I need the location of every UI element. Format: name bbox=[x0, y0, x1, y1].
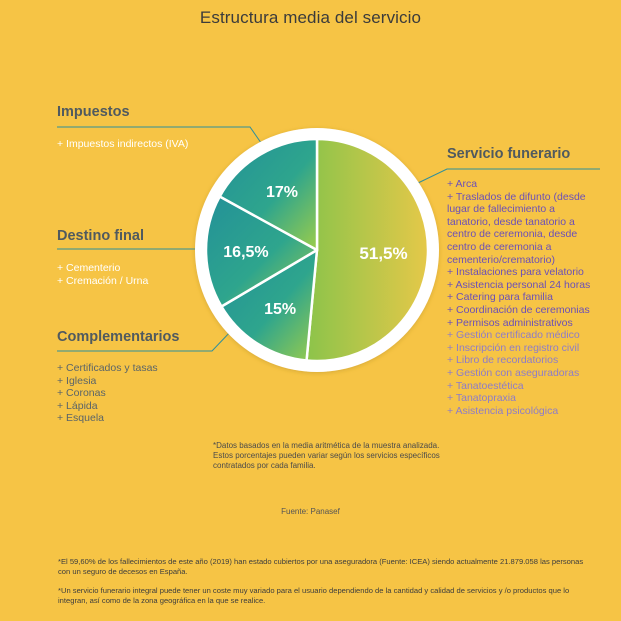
data-note: *Datos basados en la media aritmética de la muestra analizada. Estos porcentajes pueden variar según los servicios específicos contratados por cada familia. bbox=[213, 441, 440, 471]
section-title-destino-final: Destino final bbox=[57, 228, 145, 244]
list-item: + Catering para familia bbox=[447, 291, 553, 304]
list-item: + Gestión certificado médico bbox=[447, 329, 580, 342]
slice-label: 16,5% bbox=[223, 244, 269, 262]
list-item: + Impuestos indirectos (IVA) bbox=[57, 138, 189, 150]
list-servicio-funerario bbox=[447, 178, 590, 417]
list-item: + Instalaciones para velatorio bbox=[447, 266, 584, 279]
section-title-impuestos: Impuestos bbox=[57, 104, 130, 120]
footnote-2: *Un servicio funerario integral puede tener un coste muy variado para el usuario dependiendo de la cantidad y calidad de servicios y /o productos que lo integran, así como de la zona geográfica en la que se realice. bbox=[58, 586, 570, 606]
list-item: + Inscripción en registro civil bbox=[447, 341, 580, 354]
list-item: + Coordinación de ceremonias bbox=[447, 303, 590, 316]
list-item: + Lápida bbox=[57, 399, 98, 412]
slice-label: 15% bbox=[264, 301, 297, 319]
source: Fuente: Panasef bbox=[281, 507, 340, 516]
list-item: + Arca bbox=[447, 178, 478, 190]
list-destino-final bbox=[57, 262, 148, 287]
list-item: + Cremación / Urna bbox=[57, 274, 149, 287]
list-item: + Esquela bbox=[57, 412, 104, 425]
section-title-servicio-funerario: Servicio funerario bbox=[447, 146, 571, 162]
list-item: + Permisos administrativos bbox=[447, 316, 573, 329]
list-item: + Gestión con aseguradoras bbox=[447, 366, 580, 379]
slice-label: 17% bbox=[265, 183, 298, 201]
list-item: + Tanatoestética bbox=[447, 379, 524, 392]
list-item: + Tanatopraxia bbox=[447, 392, 516, 405]
list-item: + Traslados de difunto (desde lugar de fallecimiento a tanatorio, desde tanatorio a centro de ceremonia, desde centro de ceremonia a cementerio/crematorio) bbox=[447, 190, 586, 266]
slice-label: 51,5% bbox=[359, 244, 408, 264]
list-impuestos bbox=[57, 138, 188, 151]
list-item: + Asistencia psicológica bbox=[447, 404, 559, 417]
footnote-1: *El 59,60% de los fallecimientos de este año (2019) han estado cubiertos por una aseguradora (Fuente: ICEA) siendo actualmente 21.879.058 las personas con un seguro de decesos en España. bbox=[58, 557, 584, 577]
list-item: + Libro de recordatorios bbox=[447, 354, 559, 367]
list-item: + Coronas bbox=[57, 387, 106, 400]
list-item: + Iglesia bbox=[57, 374, 97, 387]
section-title-complementarios: Complementarios bbox=[57, 329, 180, 345]
list-item: + Cementerio bbox=[57, 262, 121, 274]
list-item: + Asistencia personal 24 horas bbox=[447, 278, 591, 291]
list-item: + Certificados y tasas bbox=[57, 362, 158, 374]
list-complementarios bbox=[57, 362, 158, 425]
chart-title: Estructura media del servicio bbox=[199, 8, 422, 27]
